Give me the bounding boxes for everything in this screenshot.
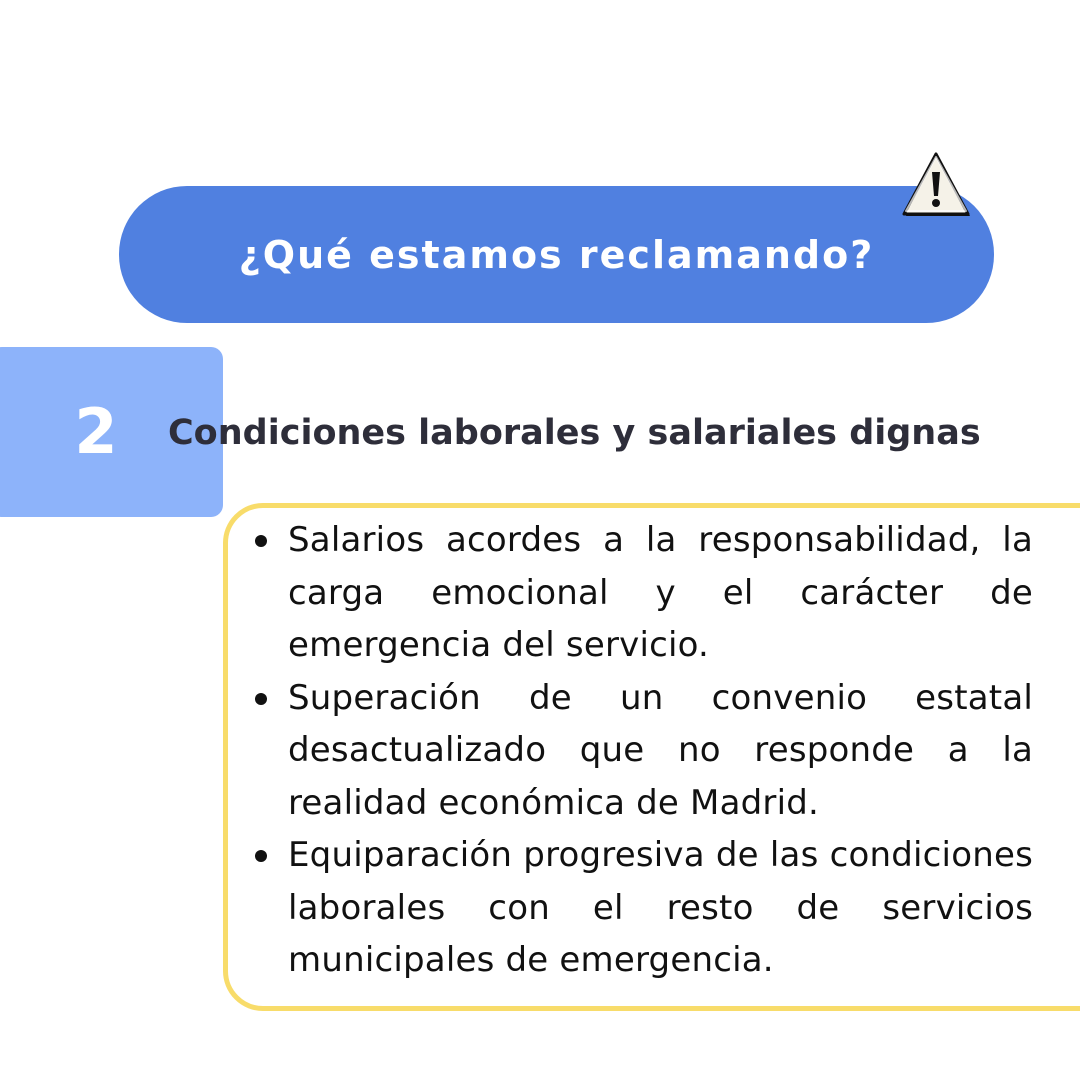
bullet-item: [288, 514, 1033, 672]
bullet-icon: [255, 693, 267, 705]
bullet-text: Salarios acordes a la responsabilidad, la carga emocional y el carácter de emergencia del servicio.: [288, 520, 1033, 665]
bullet-icon: [255, 850, 267, 862]
bullet-text: Superación de un convenio estatal desactualizado que no responde a la realidad económica de Madrid.: [288, 677, 1033, 823]
section-heading: Condiciones laborales y salariales dignas: [168, 413, 981, 453]
bullet-text: Equiparación progresiva de las condiciones laborales con el resto de servicios municipales de emergencia.: [288, 835, 1033, 980]
bullet-icon: [255, 535, 267, 547]
page-title: ¿Qué estamos reclamando?: [238, 232, 875, 277]
bullet-item: [288, 672, 1033, 830]
bullet-list: [288, 514, 1033, 987]
warning-icon: [900, 148, 972, 220]
section-number: 2: [74, 395, 118, 468]
title-banner: [119, 186, 994, 323]
bullet-item: [288, 829, 1033, 987]
